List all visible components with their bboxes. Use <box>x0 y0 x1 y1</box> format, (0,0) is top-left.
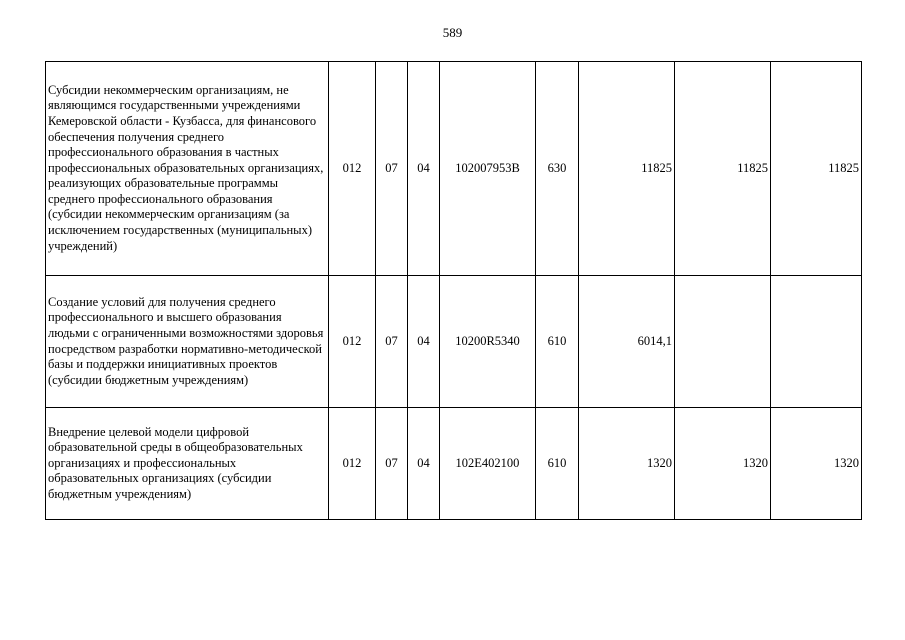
target-article-code: 102007953В <box>440 62 536 276</box>
table-row <box>46 276 862 408</box>
subsection-code: 04 <box>408 408 440 520</box>
amount-year-2: 1320 <box>675 408 771 520</box>
ministry-code: 012 <box>329 408 376 520</box>
subsection-code: 04 <box>408 62 440 276</box>
amount-year-2: 11825 <box>675 62 771 276</box>
amount-year-2 <box>675 276 771 408</box>
section-code: 07 <box>376 408 408 520</box>
expense-type-code: 610 <box>536 408 579 520</box>
amount-year-3: 11825 <box>771 62 862 276</box>
expense-type-code: 610 <box>536 276 579 408</box>
target-article-code: 102E402100 <box>440 408 536 520</box>
amount-year-1: 11825 <box>579 62 675 276</box>
subsection-code: 04 <box>408 276 440 408</box>
table-row <box>46 408 862 520</box>
amount-year-1: 6014,1 <box>579 276 675 408</box>
target-article-code: 10200R5340 <box>440 276 536 408</box>
row-description: Создание условий для получения среднего профессионального и высшего образования людьми с ограниченными возможностями здоровья посредством разработки нормативно-методической базы и поддержки инициативных проектов (субсидии бюджетным учреждениям) <box>46 276 329 408</box>
section-code: 07 <box>376 62 408 276</box>
section-code: 07 <box>376 276 408 408</box>
amount-year-3 <box>771 276 862 408</box>
expense-type-code: 630 <box>536 62 579 276</box>
row-description: Внедрение целевой модели цифровой образовательной среды в общеобразовательных организациях и профессиональных образовательных организациях (субсидии бюджетным учреждениям) <box>46 408 329 520</box>
ministry-code: 012 <box>329 62 376 276</box>
page-number: 589 <box>442 25 463 40</box>
amount-year-3: 1320 <box>771 408 862 520</box>
amount-year-1: 1320 <box>579 408 675 520</box>
table-row <box>46 62 862 276</box>
row-description: Субсидии некоммерческим организациям, не являющимся государственными учреждениями Кемеровской области - Кузбасса, для финансового обеспечения получения среднего профессионального образования в частных профессиональных образовательных организациях, реализующих образовательные программы среднего профессионального образования (субсидии некоммерческим организациям (за исключением государственных (муниципальных) учреждений) <box>46 62 329 276</box>
budget-table <box>45 61 862 520</box>
ministry-code: 012 <box>329 276 376 408</box>
